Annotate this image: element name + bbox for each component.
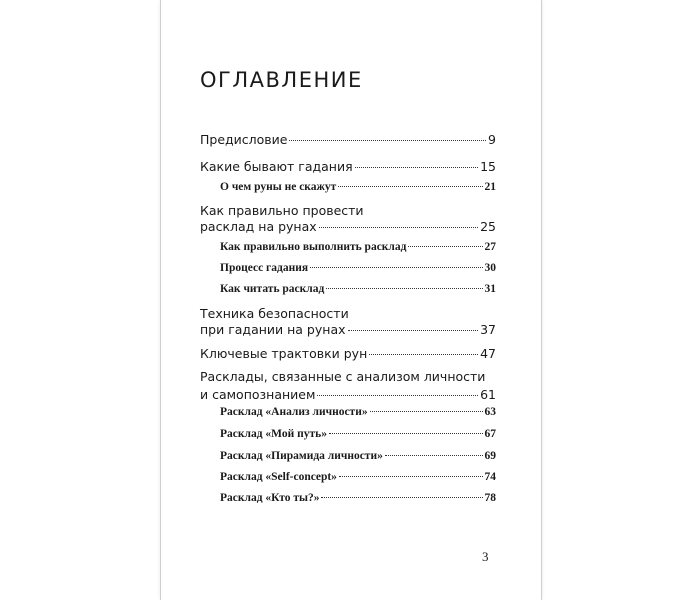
- toc-page-number: 21: [484, 181, 496, 193]
- dot-leader: [369, 354, 478, 355]
- toc-page-number: 30: [484, 262, 496, 274]
- toc-entry-title: Расклад «Self-concept»: [220, 471, 337, 483]
- toc-subentry-my-path: [220, 428, 496, 440]
- toc-entry-title: Как правильно выполнить расклад: [220, 241, 407, 253]
- dot-leader: [317, 395, 478, 396]
- toc-entry-preface: [200, 132, 496, 147]
- toc-entry-title: расклад на рунах: [200, 219, 317, 234]
- toc-entry-title: при гадании на рунах: [200, 322, 346, 337]
- toc-entry-title: Предисловие: [200, 132, 288, 147]
- toc-page-number: 47: [480, 346, 496, 361]
- toc-page-number: 15: [480, 159, 496, 174]
- toc-page-number: 9: [488, 132, 496, 147]
- page-title: ОГЛАВЛЕНИЕ: [200, 68, 363, 92]
- toc-subentry-what-runes-wont-tell: [220, 181, 496, 193]
- toc-entry-divination-types: [200, 159, 496, 174]
- toc-entry-title: Ключевые трактовки рун: [200, 346, 368, 361]
- page-number: 3: [482, 549, 489, 564]
- dot-leader: [348, 330, 479, 331]
- toc-subentry-personality-pyramid: [220, 450, 496, 462]
- toc-subentry-self-concept: [220, 471, 496, 483]
- toc-entry-how-to-spread: [200, 219, 496, 234]
- toc-entry-personality-spreads: [200, 387, 496, 402]
- dot-leader: [321, 497, 482, 498]
- toc-entry-title: Какие бывают гадания: [200, 159, 353, 174]
- dot-leader: [319, 227, 478, 228]
- dot-leader: [339, 476, 483, 477]
- dot-leader: [408, 246, 482, 247]
- toc-entry-title-line1: Как правильно провести: [200, 203, 364, 218]
- dot-leader: [326, 288, 482, 289]
- toc-page-number: 37: [480, 322, 496, 337]
- toc-entry-title: Как читать расклад: [220, 283, 325, 295]
- dot-leader: [310, 267, 482, 268]
- toc-subentry-who-are-you: [220, 492, 496, 504]
- toc-page-number: 74: [484, 471, 496, 483]
- toc-subentry-personality-analysis: [220, 406, 496, 418]
- toc-page-number: 67: [484, 428, 496, 440]
- toc-page-number: 61: [480, 387, 496, 402]
- toc-page-number: 27: [484, 241, 496, 253]
- toc-entry-title-line1: Расклады, связанные с анализом личности: [200, 369, 486, 384]
- dot-leader: [385, 455, 483, 456]
- toc-entry-title: и самопознанием: [200, 387, 316, 402]
- toc-subentry-perform-spread: [220, 241, 496, 253]
- toc-entry-key-interpretations: [200, 346, 496, 361]
- dot-leader: [329, 433, 483, 434]
- toc-entry-safety: [200, 322, 496, 337]
- toc-entry-title: О чем руны не скажут: [220, 181, 337, 193]
- toc-page-number: 25: [480, 219, 496, 234]
- dot-leader: [289, 140, 486, 141]
- toc-subentry-read-spread: [220, 283, 496, 295]
- toc-entry-title-line1: Техника безопасности: [200, 306, 349, 321]
- toc-page-number: 63: [484, 406, 496, 418]
- toc-subentry-divination-process: [220, 262, 496, 274]
- toc-page-number: 31: [484, 283, 496, 295]
- dot-leader: [370, 411, 483, 412]
- toc-entry-title: Расклад «Мой путь»: [220, 428, 327, 440]
- toc-page-number: 78: [484, 492, 496, 504]
- toc-entry-title: Расклад «Анализ личности»: [220, 406, 368, 418]
- toc-entry-title: Расклад «Пирамида личности»: [220, 450, 383, 462]
- toc-page-number: 69: [484, 450, 496, 462]
- dot-leader: [338, 186, 482, 187]
- dot-leader: [355, 167, 478, 168]
- toc-entry-title: Расклад «Кто ты?»: [220, 492, 320, 504]
- toc-entry-title: Процесс гадания: [220, 262, 309, 274]
